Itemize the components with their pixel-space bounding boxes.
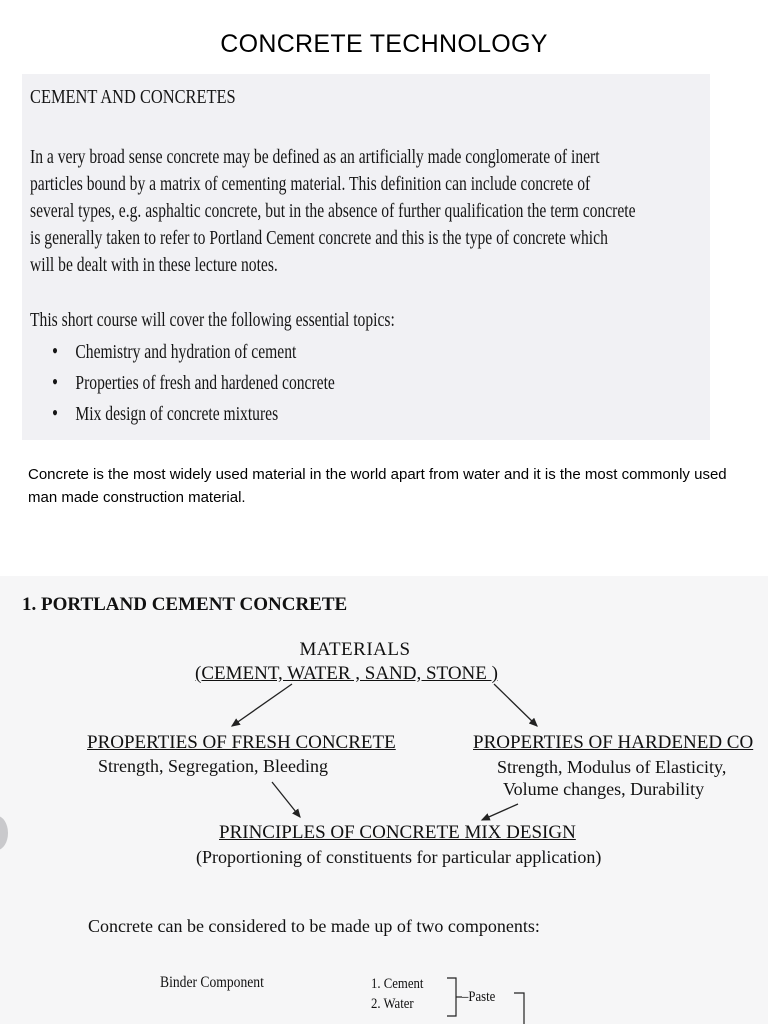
paragraph-line: In a very broad sense concrete may be defined as an artificially made conglomerate of inert xyxy=(30,146,600,168)
section-heading: CEMENT AND CONCRETES xyxy=(30,86,236,108)
hardened-properties-title: PROPERTIES OF HARDENED CO xyxy=(473,732,754,753)
paste-bracket xyxy=(514,993,524,1024)
paragraph-line: several types, e.g. asphaltic concrete, but in the absence of further qualification the term concrete xyxy=(30,200,636,222)
arrow-hardened-to-mix xyxy=(482,804,518,820)
scanned-excerpt-portland-cement xyxy=(0,576,768,1024)
flow-diagram-arrows xyxy=(0,576,768,1024)
two-components-text: Concrete can be considered to be made up of two components: xyxy=(88,916,540,936)
paragraph-line: is generally taken to refer to Portland Cement concrete and this is the type of concrete which xyxy=(30,227,608,249)
hardened-properties-list: Strength, Modulus of Elasticity, xyxy=(497,757,727,777)
topics-list xyxy=(52,336,415,429)
definition-paragraph xyxy=(30,144,654,279)
paste-label: –Paste xyxy=(462,989,496,1005)
binder-item-cement: 1. Cement xyxy=(371,976,424,992)
scanned-excerpt-cement-and-concretes xyxy=(22,74,710,440)
bleed-through-text xyxy=(492,76,496,94)
materials-list: (CEMENT, WATER , SAND, STONE ) xyxy=(195,663,498,684)
binder-item-water: 2. Water xyxy=(371,996,414,1012)
arrow-to-fresh xyxy=(232,684,292,726)
topic-item: • Properties of fresh and hardened concrete xyxy=(52,367,335,398)
paragraph-line: will be dealt with in these lecture notes. xyxy=(30,254,278,276)
paragraph-line: particles bound by a matrix of cementing material. This definition can include concrete of xyxy=(30,173,591,195)
topic-item: • Chemistry and hydration of cement xyxy=(52,336,335,367)
paste-label-text: Paste xyxy=(468,989,496,1005)
mix-design-desc: (Proportioning of constituents for particular application) xyxy=(196,847,602,867)
binder-label: Binder Component xyxy=(160,974,264,991)
arrow-to-hardened xyxy=(494,684,537,726)
topic-item: • Mix design of concrete mixtures xyxy=(52,398,335,429)
body-paragraph: Concrete is the most widely used material in the world apart from water and it is the most commonly used man made construction material. xyxy=(28,466,727,506)
materials-label: MATERIALS xyxy=(299,639,411,660)
topics-intro: This short course will cover the following essential topics: xyxy=(30,309,395,331)
section-title: 1. PORTLAND CEMENT CONCRETE xyxy=(22,594,348,615)
binder-bracket xyxy=(447,978,456,1016)
page-title: CONCRETE TECHNOLOGY xyxy=(220,30,548,58)
mix-design-title: PRINCIPLES OF CONCRETE MIX DESIGN xyxy=(219,822,576,843)
arrow-fresh-to-mix xyxy=(272,782,300,817)
fresh-properties-list: Strength, Segregation, Bleeding xyxy=(98,756,328,776)
fresh-properties-title: PROPERTIES OF FRESH CONCRETE xyxy=(87,732,396,753)
hardened-properties-list-cont: Volume changes, Durability xyxy=(503,779,705,799)
